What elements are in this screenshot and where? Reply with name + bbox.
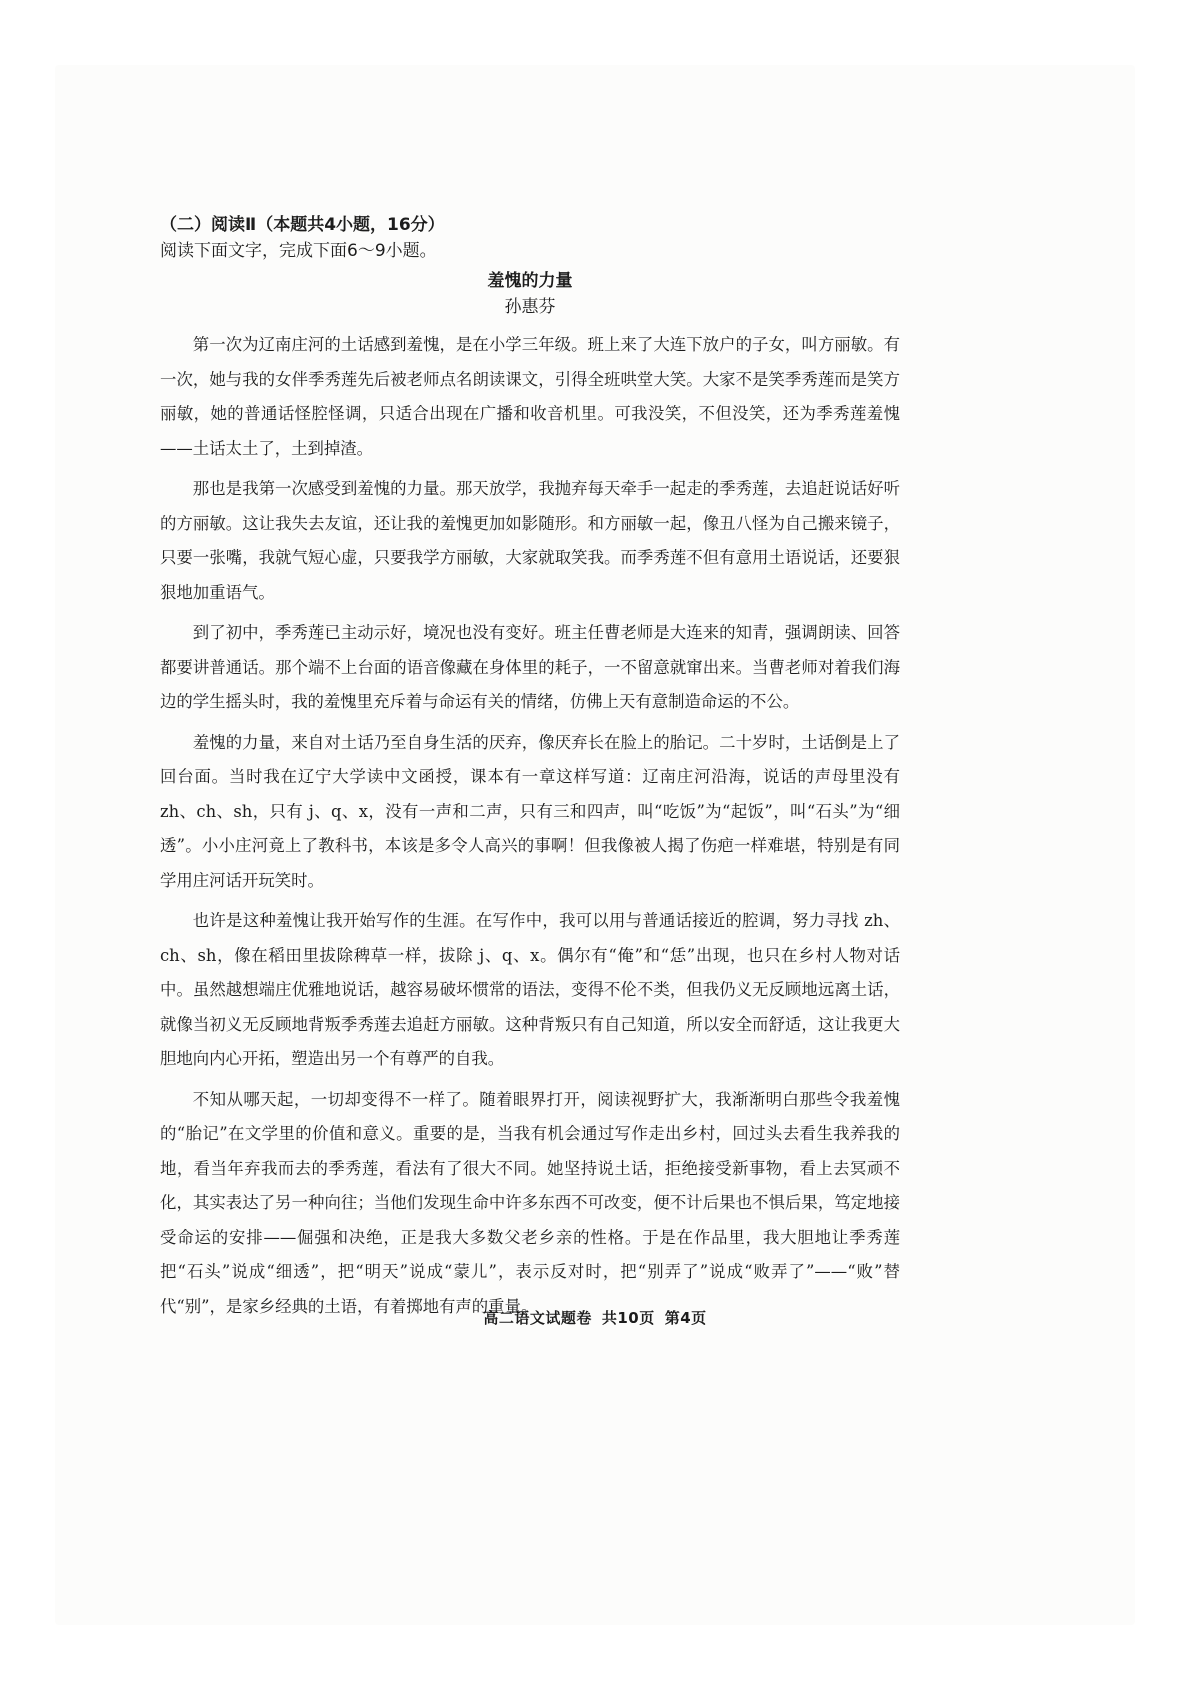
footer-subject: 高二语文试题卷 <box>483 1309 592 1327</box>
article-paragraph-6: 不知从哪天起，一切却变得不一样了。随着眼界打开，阅读视野扩大，我渐渐明白那些令我羞愧的“胎记”在文学里的价值和意义。重要的是，当我有机会通过写作走出乡村，回过头去看生我养我的地，看当年弃我而去的季秀莲，看法有了很大不同。她坚持说土话，拒绝接受新事物，看上去冥顽不化，其实表达了另一种向往；当他们发现生命中许多东西不可改变，便不计后果也不惧后果，笃定地接受命运的安排——倔强和决绝，正是我大多数父老乡亲的性格。于是在作品里，我大胆地让季秀莲把“石头”说成“细透”，把“明天”说成“蒙儿”，表示反对时，把“别弄了”说成“败弄了”——“败”替代“别”，是家乡经典的土语，有着掷地有声的重量。 <box>160 1089 900 1316</box>
footer-total-pages: 共10页 <box>601 1309 655 1327</box>
article-paragraph-1: 第一次为辽南庄河的土话感到羞愧，是在小学三年级。班上来了大连下放户的子女，叫方丽敏。有一次，她与我的女伴季秀莲先后被老师点名朗读课文，引得全班哄堂大笑。大家不是笑季秀莲而是笑方丽敏，她的普通话怪腔怪调，只适合出现在广播和收音机里。可我没笑，不但没笑，还为季秀莲羞愧——土话太土了，土到掉渣。 <box>160 335 900 458</box>
article-body <box>160 328 900 1324</box>
article-paragraph-2: 那也是我第一次感受到羞愧的力量。那天放学，我抛弃每天牵手一起走的季秀莲，去追赶说话好听的方丽敏。这让我失去友谊，还让我的羞愧更加如影随形。和方丽敏一起，像丑八怪为自己搬来镜子，只要一张嘴，我就气短心虚，只要我学方丽敏，大家就取笑我。而季秀莲不但有意用土语说话，还要狠狠地加重语气。 <box>160 479 900 602</box>
article-paragraph-4: 羞愧的力量，来自对土话乃至自身生活的厌弃，像厌弃长在脸上的胎记。二十岁时，土话倒是上了回台面。当时我在辽宁大学读中文函授，课本有一章这样写道：辽南庄河沿海，说话的声母里没有 zh、ch、sh，只有 j、q、x，没有一声和二声，只有三和四声，叫“吃饭”为“起饭”，叫“石头”为“细透”。小小庄河竟上了教科书，本该是多令人高兴的事啊！但我像被人揭了伤疤一样难堪，特别是有同学用庄河话开玩笑时。 <box>160 732 900 890</box>
exam-page-content <box>160 212 900 1330</box>
article-paragraph-5: 也许是这种羞愧让我开始写作的生涯。在写作中，我可以用与普通话接近的腔调，努力寻找 zh、ch、sh，像在稻田里拔除稗草一样，拔除 j、q、x。偶尔有“俺”和“恁”出现，也只在乡村人物对话中。虽然越想端庄优雅地说话，越容易破坏惯常的语法，变得不伦不类，但我仍义无反顾地远离土话，就像当初义无反顾地背叛季秀莲去追赶方丽敏。这种背叛只有自己知道，所以安全而舒适，这让我更大胆地向内心开拓，塑造出另一个有尊严的自我。 <box>160 911 900 1068</box>
reading-instruction: 阅读下面文字，完成下面6～9小题。 <box>160 241 437 261</box>
article-paragraph-3: 到了初中，季秀莲已主动示好，境况也没有变好。班主任曹老师是大连来的知青，强调朗读、回答都要讲普通话。那个端不上台面的语音像藏在身体里的耗子，一不留意就窜出来。当曹老师对着我们海边的学生摇头时，我的羞愧里充斥着与命运有关的情绪，仿佛上天有意制造命运的不公。 <box>160 623 900 711</box>
page-footer <box>0 1307 1190 1328</box>
footer-page-number: 第4页 <box>664 1309 707 1327</box>
article-author: 孙惠芬 <box>504 297 556 317</box>
section-heading: （二）阅读Ⅱ（本题共4小题，16分） <box>160 215 445 235</box>
article-title: 羞愧的力量 <box>487 271 573 291</box>
